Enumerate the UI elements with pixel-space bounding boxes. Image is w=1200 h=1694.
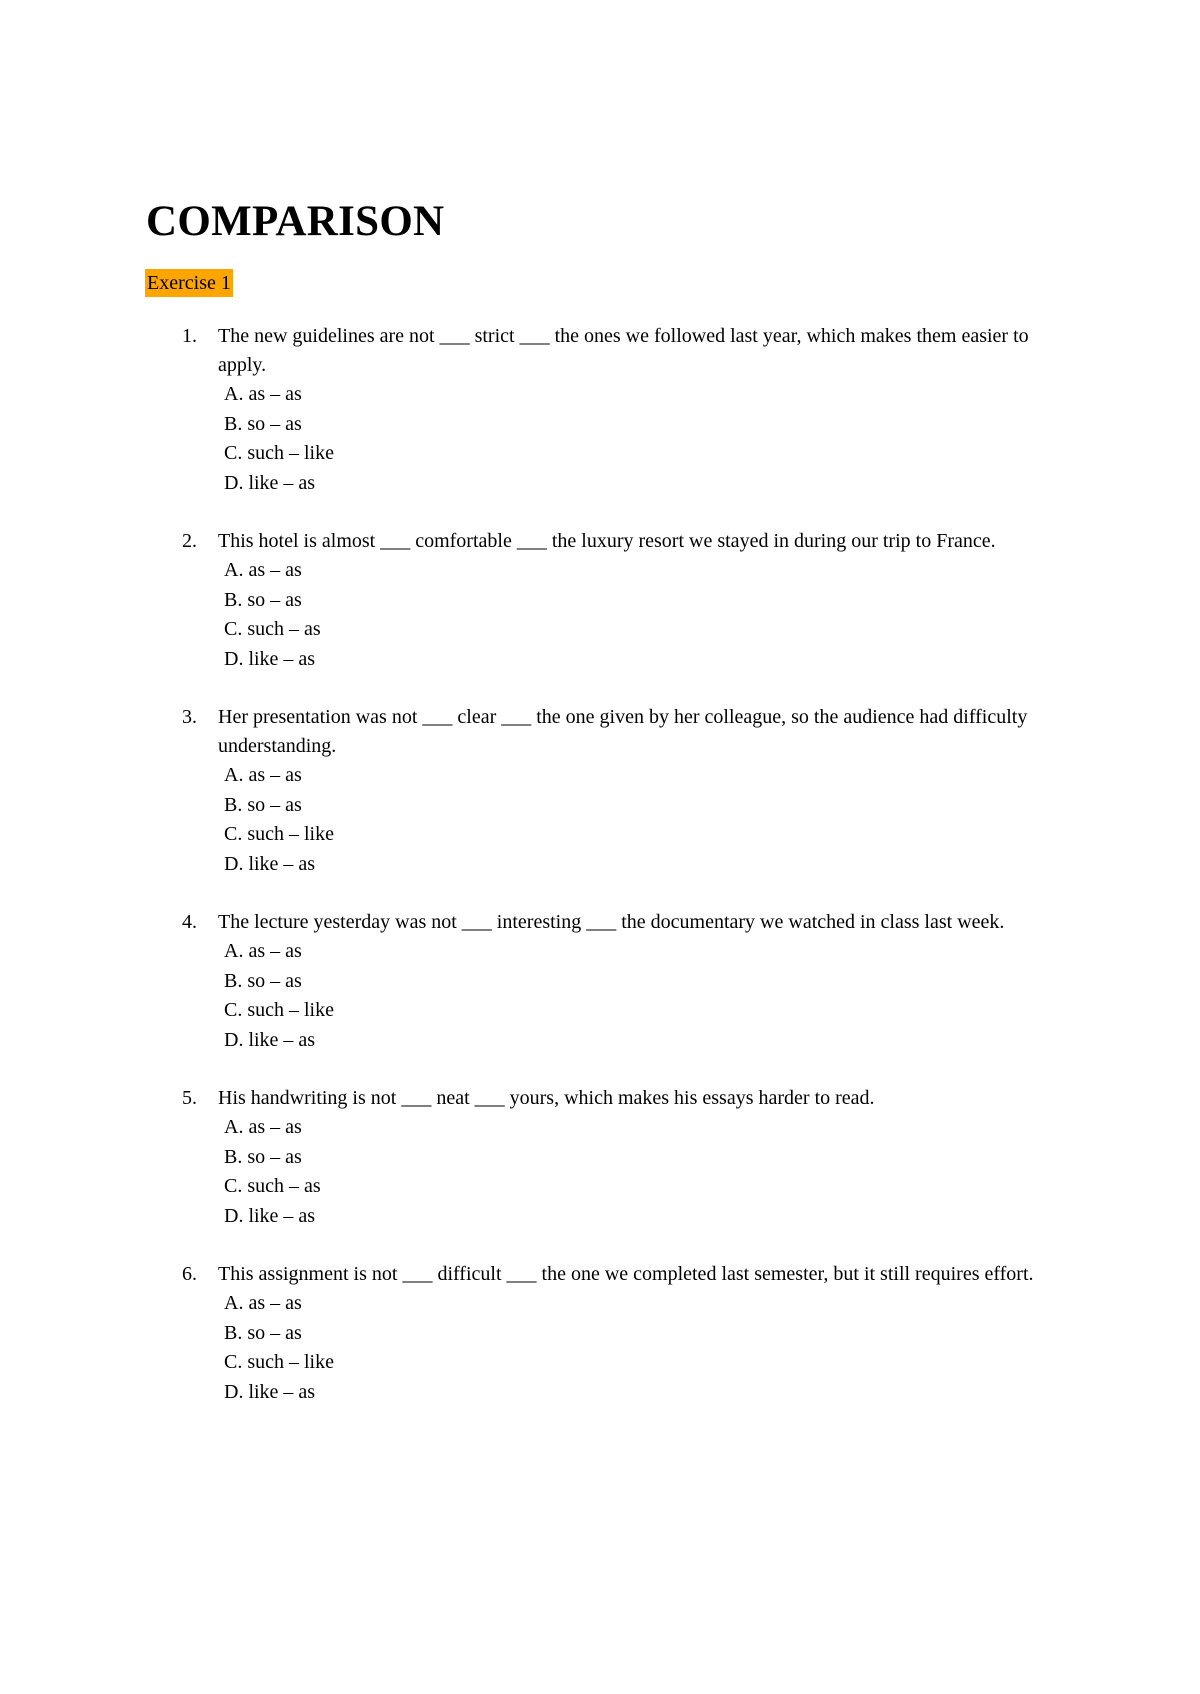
option-list	[224, 380, 1200, 498]
option-list	[224, 1289, 1200, 1407]
question-text: The lecture yesterday was not ___ interesting ___ the documentary we watched in class last week.	[218, 911, 1005, 933]
exercise-label-highlight: Exercise 1	[145, 269, 233, 297]
option-d: D. like – as	[224, 471, 316, 494]
option-list	[224, 937, 1200, 1055]
option-a: A. as – as	[224, 1116, 302, 1138]
option-d: D. like – as	[224, 1028, 316, 1051]
question-text: The new guidelines are not ___ strict ___ the ones we followed last year, which makes them easier to apply.	[218, 325, 1029, 376]
question-4	[0, 908, 1200, 1055]
question-2	[0, 527, 1200, 674]
question-5	[0, 1084, 1200, 1231]
question-number: 3.	[182, 706, 197, 728]
question-text: This assignment is not ___ difficult ___ the one we completed last semester, but it still requires effort.	[218, 1263, 1034, 1285]
option-a: A. as – as	[224, 764, 302, 786]
option-b: B. so – as	[224, 1145, 302, 1168]
question-number: 1.	[182, 325, 197, 347]
option-c: C. such – like	[224, 442, 334, 464]
option-list	[224, 556, 1200, 674]
option-d: D. like – as	[224, 852, 316, 875]
question-6	[0, 1260, 1200, 1407]
option-c: C. such – as	[224, 618, 321, 640]
question-number: 2.	[182, 530, 197, 552]
question-1	[0, 322, 1200, 498]
option-list	[224, 1113, 1200, 1231]
option-a: A. as – as	[224, 940, 302, 962]
option-c: C. such – as	[224, 1175, 321, 1197]
option-b: B. so – as	[224, 969, 302, 992]
option-b: B. so – as	[224, 412, 302, 435]
option-a: A. as – as	[224, 559, 302, 581]
option-d: D. like – as	[224, 1380, 316, 1403]
option-a: A. as – as	[224, 383, 302, 405]
option-d: D. like – as	[224, 1204, 316, 1227]
question-text: Her presentation was not ___ clear ___ the one given by her colleague, so the audience had difficulty understanding.	[218, 706, 1028, 757]
option-c: C. such – like	[224, 1351, 334, 1373]
option-b: B. so – as	[224, 588, 302, 611]
option-b: B. so – as	[224, 793, 302, 816]
question-text: His handwriting is not ___ neat ___ yours, which makes his essays harder to read.	[218, 1087, 875, 1109]
option-c: C. such – like	[224, 999, 334, 1021]
option-c: C. such – like	[224, 823, 334, 845]
option-list	[224, 761, 1200, 879]
question-number: 6.	[182, 1263, 197, 1285]
question-list	[0, 322, 1200, 1436]
question-text: This hotel is almost ___ comfortable ___ the luxury resort we stayed in during our trip to France.	[218, 530, 996, 552]
option-b: B. so – as	[224, 1321, 302, 1344]
question-number: 5.	[182, 1087, 197, 1109]
option-d: D. like – as	[224, 647, 316, 670]
document-title: COMPARISON	[146, 198, 445, 245]
question-3	[0, 703, 1200, 879]
option-a: A. as – as	[224, 1292, 302, 1314]
question-number: 4.	[182, 911, 197, 933]
